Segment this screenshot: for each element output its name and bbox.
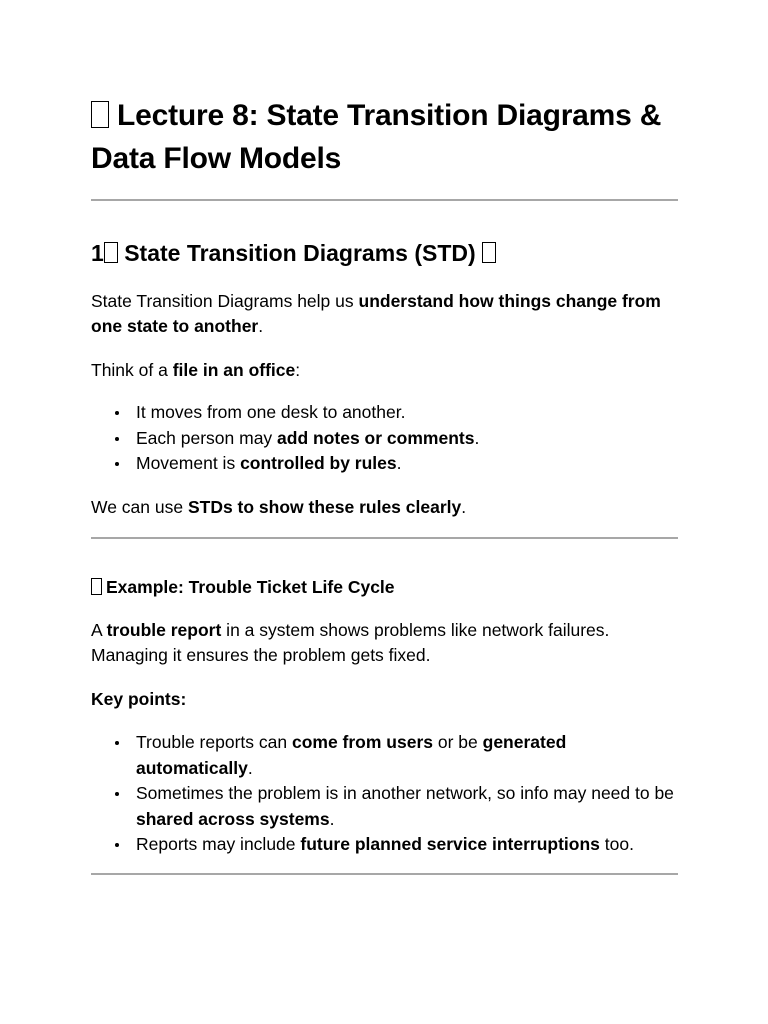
example-heading: Example: Trouble Ticket Life Cycle xyxy=(91,575,395,600)
divider xyxy=(91,537,678,539)
intro-emphasis: understand how things change from one state to another xyxy=(91,291,661,336)
missing-glyph-icon xyxy=(91,101,109,128)
missing-glyph-icon xyxy=(91,578,102,595)
think-paragraph: Think of a file in an office: xyxy=(91,360,301,380)
title-line-1: Lecture 8: State Transition Diagrams & xyxy=(117,99,662,132)
divider xyxy=(91,199,678,201)
std-use-emphasis: STDs to show these rules clearly xyxy=(187,497,462,517)
section-heading-text: State Transition Diagrams (STD) xyxy=(124,240,476,266)
list-item: Trouble reports can come from users or be generated automatically. xyxy=(91,730,676,781)
list-item: Reports may include future planned service interruptions too. xyxy=(91,832,676,858)
title-line-2: Data Flow Models xyxy=(91,142,342,175)
list-item: It moves from one desk to another. xyxy=(91,400,691,426)
missing-glyph-icon xyxy=(104,242,118,263)
office-list xyxy=(91,400,691,477)
divider xyxy=(91,873,678,875)
trouble-paragraph: A trouble report in a system shows problems like network failures. Managing it ensures the problem gets fixed. xyxy=(91,620,610,665)
std-use-paragraph: We can use STDs to show these rules clearly. xyxy=(91,497,467,517)
section-heading xyxy=(91,236,496,270)
page-title xyxy=(91,94,691,180)
list-item: Movement is controlled by rules. xyxy=(91,451,691,477)
think-emphasis: file in an office xyxy=(172,360,296,380)
list-item: Sometimes the problem is in another network, so info may need to be shared across systems. xyxy=(91,781,676,832)
list-item: Each person may add notes or comments. xyxy=(91,426,691,452)
trouble-emphasis: trouble report xyxy=(106,620,222,640)
intro-paragraph: State Transition Diagrams help us understand how things change from one state to another. xyxy=(91,291,661,336)
key-points-label: Key points: xyxy=(91,689,187,709)
missing-glyph-icon xyxy=(482,242,496,263)
key-points-list xyxy=(91,730,676,858)
section-number: 1 xyxy=(91,240,104,266)
